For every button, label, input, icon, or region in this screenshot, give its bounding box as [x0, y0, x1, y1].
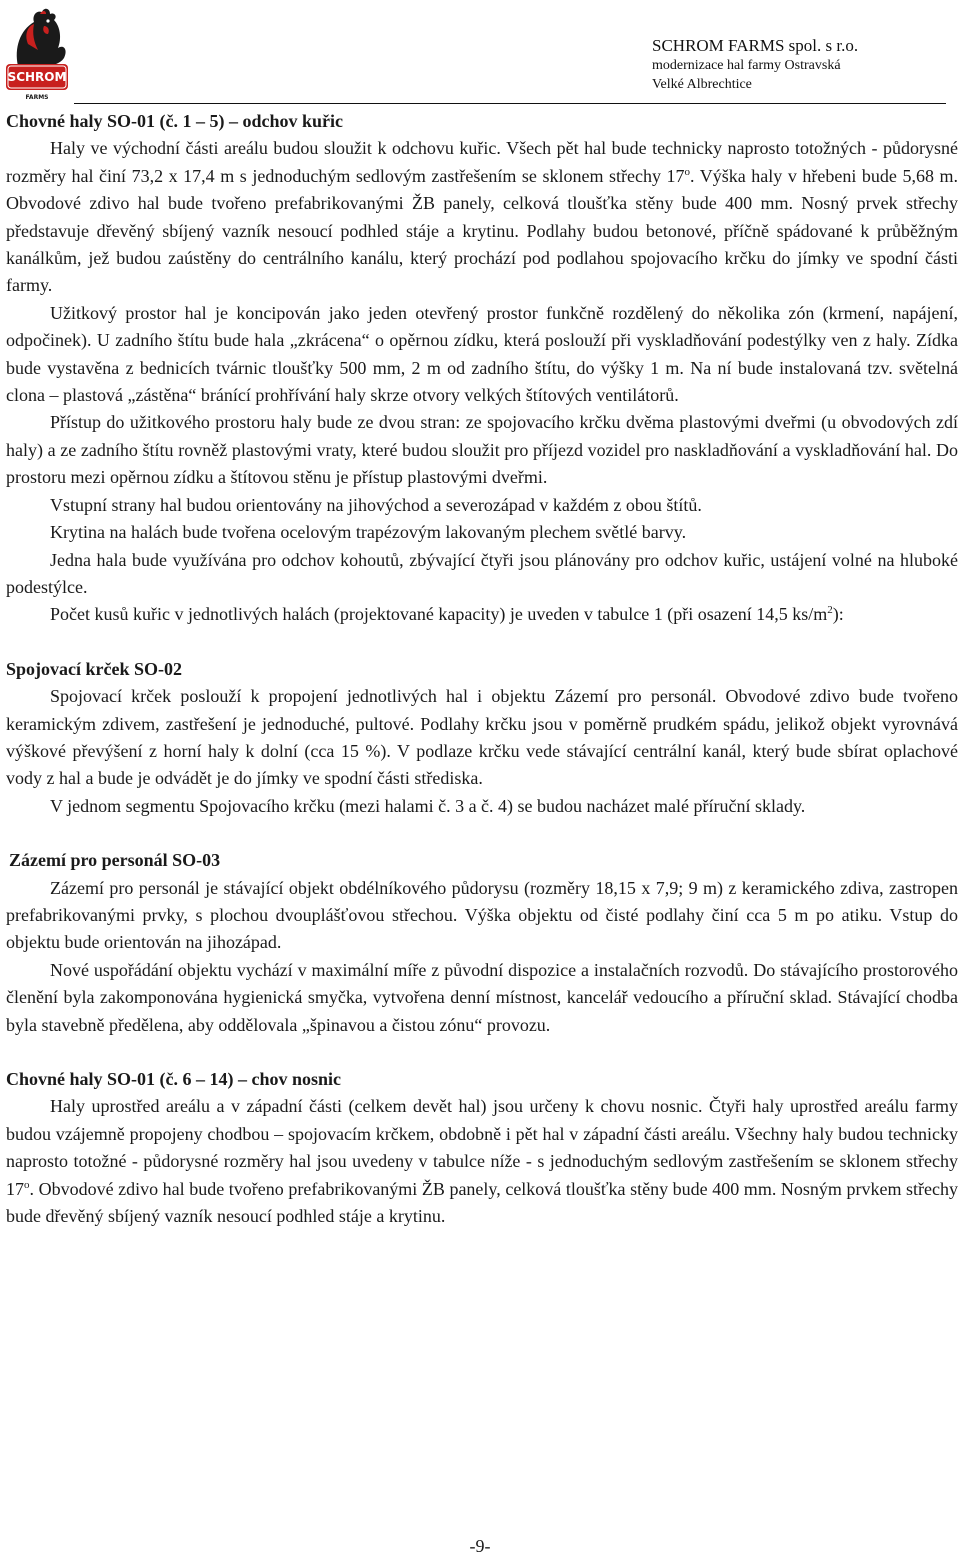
company-logo [4, 4, 70, 102]
document-body [6, 108, 958, 1230]
section-heading: Spojovací krček SO-02 [6, 658, 183, 679]
page-header [652, 36, 902, 94]
paragraph: Jedna hala bude využívána pro odchov kohoutů, zbývající čtyři jsou plánovány pro odchov kuřic, ustájení volné na hluboké podestýlce. [6, 549, 958, 597]
paragraph: Počet kusů kuřic v jednotlivých halách (projektované kapacity) je uveden v tabulce 1 (při osazení 14,5 $ks/m^2$): [50, 604, 844, 625]
paragraph: Užitkový prostor hal je koncipován jako jeden otevřený prostor funkčně rozdělený do několika zón (krmení, napájení, odpočinek). U zadního štítu bude hala „zkrácena“ o opěrnou zídku, která poslouží při vyskladňování podestýlky ven z haly. Zídka bude vystavěna z bednicích tvárnic tloušťky 500 mm, 2 m od zadního štítu, do výšky 1 m. Na ní bude instalovaná tzv. světelná clona – plastová „zástěna“ bránící prohřívání haly skrze otvory velkých štítových ventilátorů. [6, 302, 958, 406]
header-project: modernizace hal farmy Ostravská [652, 58, 841, 73]
page-number: -9- [469, 1536, 491, 1556]
paragraph: Haly ve východní části areálu budou sloužit k odchovu kuřic. Všech pět hal bude technicky naprosto totožných - půdorysné rozměry hal činí 73,2 x 17,4 m s jednoduchým sedlovým zastřešením se sklonem střechy 17$^o$. Výška haly v hřebeni bude 5,68 m. Obvodové zdivo hal bude tvořeno prefabrikovanými ŽB panely, celková tloušťka stěny bude 400 mm. Nosný prvek střechy představuje dřevěný sbíjený vazník nesoucí podhled stáje a krytinu. Podlahy budou betonové, příčně spádované k průběžným kanálkům, jež budou zaústěny do centrálního kanálu, který prochází pod podlahou spojovacího krčku do jímky ve spodní části farmy. [6, 138, 958, 296]
spacer [6, 629, 958, 656]
paragraph: Spojovací krček poslouží k propojení jednotlivých hal i objektu Zázemí pro personál. Obvodové zdivo bude tvořeno keramickým zdivem, zastřešení je jednoduché, pultové. Podlahy krčku jsou v poměrně prudkém spádu, jelikož objekt vyrovnává výškové převýšení z horní haly k dolní (cca 15 %). V podlaze krčku vede stávající centrální kanál, který bude sbírat oplachové vody z hal a bude je odvádět je do jímky ve spodní části střediska. [6, 686, 958, 789]
header-divider [74, 103, 946, 104]
paragraph: Nové uspořádání objektu vychází v maximální míře z původní dispozice a instalačních rozvodů. Do stávajícího prostorového členění byla zakomponována hygienická smyčka, vytvořena denní místnost, kancelář vedoucího a příruční sklad. Stávající chodba byla stavebně předělena, aby oddělovala „špinavou a čistou zónu“ provozu. [6, 959, 958, 1035]
paragraph: Zázemí pro personál je stávající objekt obdélníkového půdorysu (rozměry 18,15 x 7,9; 9 m) z keramického zdiva, zastropen prefabrikovanými prvky, s plochou dvouplášťovou střechou. Výška objektu od čisté podlahy činí cca 5 m po atiku. Vstup do objektu bude orientován na jihozápad. [6, 877, 958, 953]
logo-subtext: FARMS [25, 94, 49, 101]
header-location: Velké Albrechtice [652, 77, 752, 92]
paragraph: Vstupní strany hal budou orientovány na jihovýchod a severozápad v každém z obou štítů. [50, 494, 702, 515]
section-heading: Chovné haly SO-01 (č. 1 – 5) – odchov kuřic [6, 111, 344, 131]
section-heading: Zázemí pro personál SO-03 [9, 850, 221, 871]
section-heading: Chovné haly SO-01 (č. 6 – 14) – chov nosnic [6, 1069, 342, 1089]
header-company: SCHROM FARMS spol. s r.o. [652, 36, 859, 55]
paragraph: Haly uprostřed areálu a v západní části (celkem devět hal) jsou určeny k chovu nosnic. Čtyři haly uprostřed areálu farmy budou vzájemně propojeny chodbou – spojovacím krčkem, obdobně i pět hal v západní části areálu. Všechny haly budou technicky naprosto totožné - půdorysné rozměry hal jsou uvedeny v tabulce níže - s jednoduchým sedlovým zastřešením se sklonem střechy 17$^o$. Obvodové zdivo hal bude tvořeno prefabrikovanými ŽB panely, celková tloušťka stěny bude 400 mm. Nosným prvkem střechy bude dřevěný sbíjený vazník nesoucí podhled stáje a krytinu. [6, 1096, 958, 1227]
paragraph: V jednom segmentu Spojovacího krčku (mezi halami č. 3 a č. 4) se budou nacházet malé příruční sklady. [50, 795, 806, 816]
paragraph: Krytina na halách bude tvořena ocelovým trapézovým lakovaným plechem světlé barvy. [50, 522, 687, 543]
logo-wordmark: SCHROM [7, 70, 67, 84]
paragraph: Přístup do užitkového prostoru haly bude ze dvou stran: ze spojovacího krčku dvěma plastovými dveřmi (u obvodových zdí haly) a ze zadního štítu rovněž plastovými vraty, které budou sloužit pro příjezd vozidel pro naskladňování a vyskladňování hal. Do prostoru mezi opěrnou zídku a štítovou stěnu je přístup plastovými dveřmi. [6, 412, 958, 488]
spacer [6, 820, 958, 847]
spacer [6, 1039, 958, 1066]
